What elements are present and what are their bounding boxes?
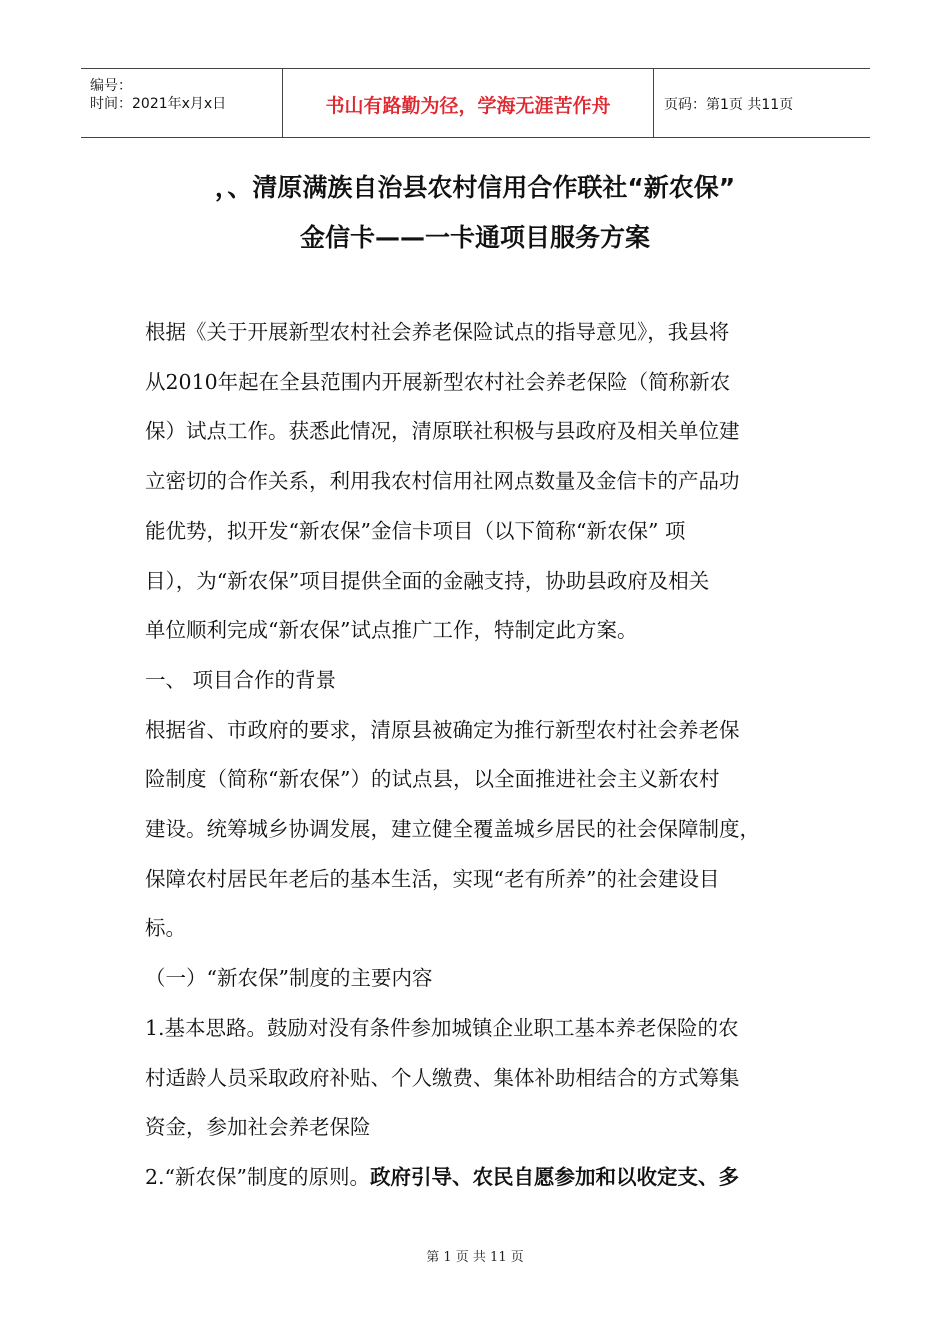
body-line-mixed xyxy=(145,1153,825,1203)
document-body xyxy=(145,308,825,1203)
header-table xyxy=(81,68,870,138)
body-line: 保）试点工作。获悉此情况，清原联社积极与县政府及相关单位建 xyxy=(145,419,740,444)
body-line: 险制度（简称“新农保”）的试点县，以全面推进社会主义新农村 xyxy=(145,767,720,792)
document-title-line-1: ，、清原满族自治县农村信用合作联社“新农保” xyxy=(214,173,736,202)
body-line: 资金，参加社会养老保险 xyxy=(145,1115,371,1140)
body-line-plain-part: 2.“新农保”制度的原则。 xyxy=(145,1164,371,1189)
body-line: 立密切的合作关系，利用我农村信用社网点数量及金信卡的产品功 xyxy=(145,469,740,494)
document-time-label: 时间：2021年x月x日 xyxy=(90,96,227,112)
body-line: 根据《关于开展新型农村社会养老保险试点的指导意见》，我县将 xyxy=(145,320,730,344)
body-line: 单位顺利完成“新农保”试点推广工作，特制定此方案。 xyxy=(145,618,638,643)
header-motto: 书山有路勤为径，学海无涯苦作舟 xyxy=(325,95,611,117)
body-line: 1.基本思路。鼓励对没有条件参加城镇企业职工基本养老保险的农 xyxy=(145,1015,739,1040)
section-heading: 一、 项目合作的背景 xyxy=(145,667,337,692)
header-page-info: 页码：第1页 共11页 xyxy=(664,97,794,113)
page-footer: 第 1 页 共 11 页 xyxy=(426,1250,524,1265)
body-line: 能优势，拟开发“新农保”金信卡项目（以下简称“新农保” 项 xyxy=(145,518,686,543)
body-line: 建设。统筹城乡协调发展，建立健全覆盖城乡居民的社会保障制度， xyxy=(145,817,760,842)
document-number-label: 编号： xyxy=(90,78,132,94)
document-title-line-2: 金信卡——一卡通项目服务方案 xyxy=(299,223,650,252)
body-line: 根据省、市政府的要求，清原县被确定为推行新型农村社会养老保 xyxy=(145,717,740,742)
body-line: 保障农村居民年老后的基本生活，实现“老有所养”的社会建设目 xyxy=(145,866,720,891)
body-line-bold-part: 政府引导、农民自愿参加和以收定支、多 xyxy=(370,1164,740,1189)
body-line: 从2010年起在全县范围内开展新型农村社会养老保险（简称新农 xyxy=(145,369,731,394)
body-line: 目），为“新农保”项目提供全面的金融支持，协助县政府及相关 xyxy=(145,568,710,593)
body-line: 标。 xyxy=(145,916,186,941)
header-motto-cell xyxy=(283,69,654,137)
header-meta-cell xyxy=(81,69,283,137)
body-line: 村适龄人员采取政府补贴、个人缴费、集体补助相结合的方式筹集 xyxy=(145,1065,740,1090)
header-page-cell xyxy=(654,69,870,137)
subsection-heading: （一）“新农保”制度的主要内容 xyxy=(145,966,433,991)
